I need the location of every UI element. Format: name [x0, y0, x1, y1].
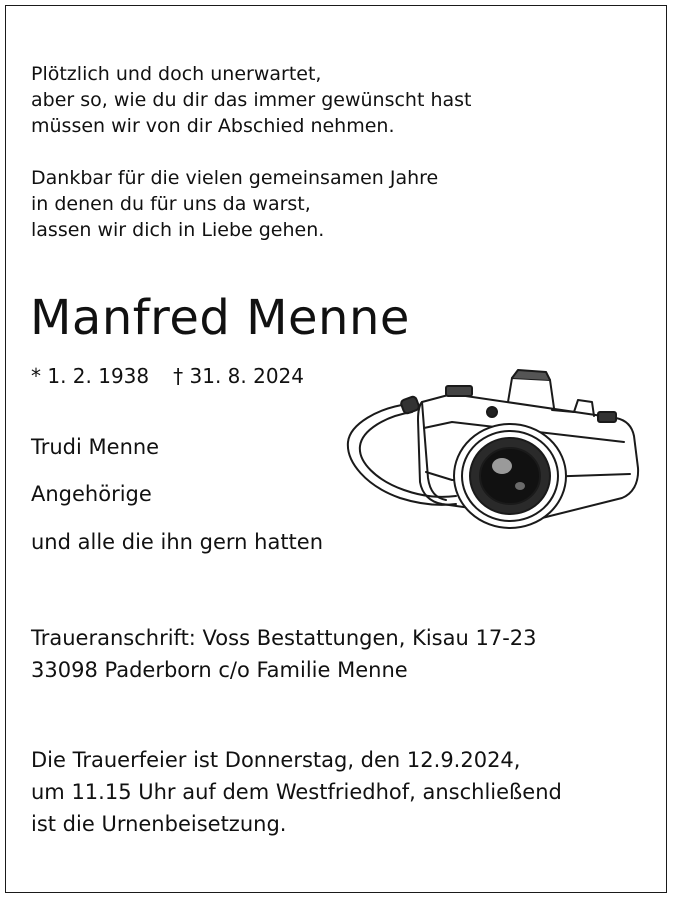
mourning-address [31, 622, 537, 686]
address-line: 33098 Paderborn c/o Familie Menne [31, 658, 408, 682]
mourner-name: Angehörige [31, 482, 152, 506]
poem-line: Dankbar für die vielen gemeinsamen Jahre [31, 167, 439, 189]
deceased-name: Manfred Menne [30, 290, 410, 346]
poem-line: müssen wir von dir Abschied nehmen. [31, 115, 395, 137]
death-date: † 31. 8. 2024 [173, 364, 304, 388]
poem-stanza-1 [31, 61, 472, 139]
funeral-line: um 11.15 Uhr auf dem Westfriedhof, anschließend [31, 780, 562, 804]
address-line: Traueranschrift: Voss Bestattungen, Kisau 17-23 [31, 626, 537, 650]
funeral-line: Die Trauerfeier ist Donnerstag, den 12.9.2024, [31, 748, 521, 772]
mourner-name: Trudi Menne [31, 435, 160, 459]
camera-icon [342, 368, 642, 538]
poem-line: in denen du für uns da warst, [31, 193, 311, 215]
mourner-name: und alle die ihn gern hatten [31, 530, 324, 554]
poem-line: aber so, wie du dir das immer gewünscht hast [31, 89, 472, 111]
poem-line: Plötzlich und doch unerwartet, [31, 63, 322, 85]
funeral-notice [31, 744, 562, 840]
birth-date: * 1. 2. 1938 [31, 364, 150, 388]
funeral-line: ist die Urnenbeisetzung. [31, 812, 287, 836]
life-dates [31, 362, 304, 390]
poem-stanza-2 [31, 165, 438, 243]
poem-line: lassen wir dich in Liebe gehen. [31, 219, 325, 241]
